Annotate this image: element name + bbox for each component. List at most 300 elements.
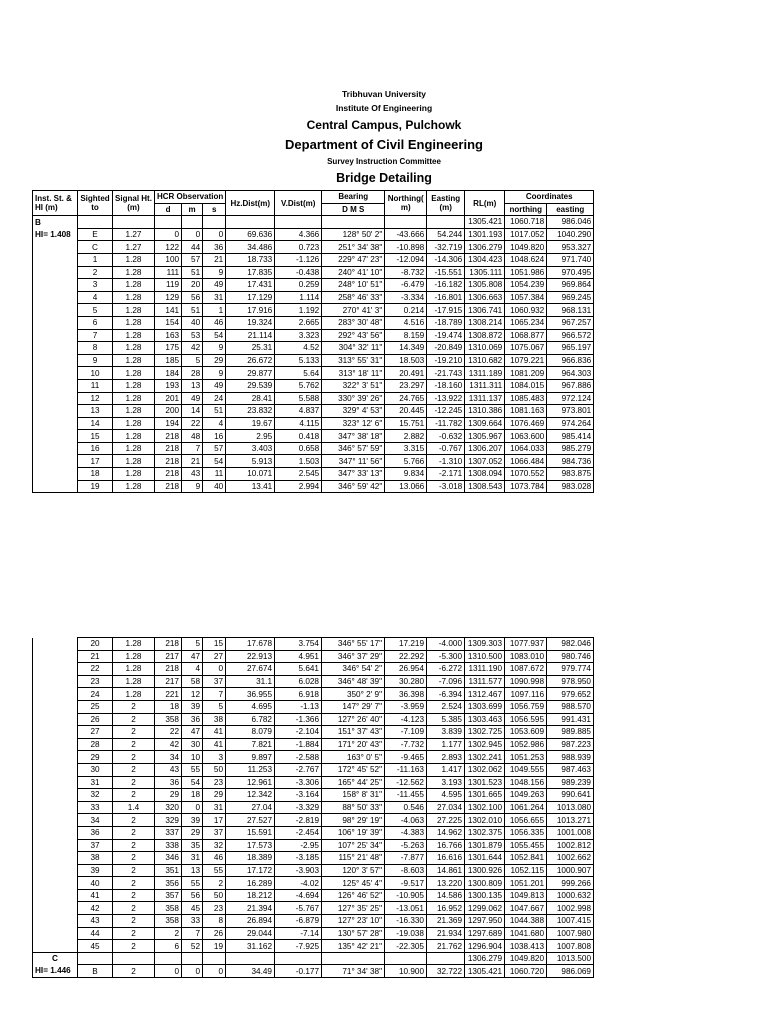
cell-coord-easting: 989.885 [547,726,594,739]
inst-station-cell [33,279,78,292]
cell-sighted: 32 [78,789,113,802]
cell-coord-northing: 1090.998 [505,675,547,688]
cell-sighted: 7 [78,329,113,342]
cell-hcr-m: 13 [182,379,203,392]
table-row [33,826,594,839]
cell-sighted: 39 [78,864,113,877]
cell-rl: 1310.069 [465,342,505,355]
cell-hcr-m: 7 [182,442,203,455]
cell-coord-northing: 1068.877 [505,329,547,342]
cell-sighted: 3 [78,279,113,292]
cell-coord-northing: 1064.033 [505,442,547,455]
cell-bearing: 107° 25' 34" [322,839,385,852]
cell-coord-easting: 984.736 [547,455,594,468]
cell-coord-easting: 953.327 [547,241,594,254]
cell-coord-easting: 985.279 [547,442,594,455]
cell-signal: 1.28 [113,405,155,418]
cell-bearing: 347° 38' 18" [322,430,385,443]
cell-v-dist: -2.104 [275,726,322,739]
table-row [33,789,594,802]
cell-hcr-m: 48 [182,430,203,443]
cell-coord-easting: 1000.907 [547,864,594,877]
inst-station-cell [33,700,78,713]
table-row [33,316,594,329]
cell-d-northing: 15.751 [385,417,427,430]
cell-v-dist: 5.133 [275,354,322,367]
cell-rl: 1305.421 [465,965,505,978]
cell-d-easting: 13.220 [427,877,465,890]
cell-sighted: B [78,965,113,978]
table-row [33,266,594,279]
cell-coord-easting: 978.950 [547,675,594,688]
cell-d-northing: -3.334 [385,291,427,304]
cell-rl: 1307.052 [465,455,505,468]
cell-hz-dist: 12.342 [226,789,275,802]
cell-sighted: 25 [78,700,113,713]
cell-coord-northing: 1052.115 [505,864,547,877]
inst-station-cell [33,927,78,940]
cell-hz-dist: 16.289 [226,877,275,890]
cell-signal: 2 [113,826,155,839]
cell-d-northing: -8.732 [385,266,427,279]
cell-sighted: 38 [78,852,113,865]
cell-sighted: 23 [78,675,113,688]
cell-rl: 1302.062 [465,763,505,776]
inst-station-cell [33,253,78,266]
cell-sighted: 28 [78,738,113,751]
cell-d-northing: -11.163 [385,763,427,776]
cell-sighted: 31 [78,776,113,789]
inst-station-cell [33,638,78,651]
inst-station-cell [33,316,78,329]
cell-hcr-m: 49 [182,392,203,405]
cell-sighted: 19 [78,480,113,493]
cell-coord-northing: 1079.221 [505,354,547,367]
cell-hz-dist: 4.695 [226,700,275,713]
cell-hz-dist: 17.431 [226,279,275,292]
cell-bearing: 126° 46' 52" [322,889,385,902]
cell-coord-easting: 1013.271 [547,814,594,827]
cell-sighted: 18 [78,468,113,481]
cell-hcr-d: 18 [155,700,182,713]
cell-hcr-s: 50 [203,763,226,776]
cell-hz-dist: 17.678 [226,638,275,651]
cell-bearing: 346° 57' 59" [322,442,385,455]
cell-hcr-d: 217 [155,675,182,688]
cell-d-northing: -43.666 [385,228,427,241]
cell-d-northing: 3.315 [385,442,427,455]
cell-hcr-s: 21 [203,253,226,266]
cell-hz-dist: 21.114 [226,329,275,342]
cell-hcr-s: 16 [203,430,226,443]
cell-hcr-m: 9 [182,480,203,493]
cell-rl: 1300.809 [465,877,505,890]
cell-sighted: 6 [78,316,113,329]
cell-sighted: 14 [78,417,113,430]
cell-rl: 1301.193 [465,228,505,241]
cell-d-easting: -0.632 [427,430,465,443]
inst-station-cell [33,241,78,254]
cell-coord-northing: 1077.937 [505,638,547,651]
cell-rl: 1308.094 [465,468,505,481]
cell-hcr-s: 38 [203,713,226,726]
cell-v-dist: -5.767 [275,902,322,915]
table-row [33,726,594,739]
cell-hcr-m: 52 [182,940,203,953]
cell-bearing: 270° 41' 3" [322,304,385,317]
cell-hcr-s: 19 [203,940,226,953]
cell-hcr-d: 0 [155,965,182,978]
cell-coord-northing: 1049.820 [505,241,547,254]
cell-d-northing: -12.562 [385,776,427,789]
col-signal: Signal Ht. (m) [113,191,155,216]
cell-hcr-m: 0 [182,228,203,241]
inst-station-cell [33,814,78,827]
cell-coord-northing: 1073.784 [505,480,547,493]
cell-coord-northing: 1051.201 [505,877,547,890]
cell-v-dist: 5.641 [275,663,322,676]
cell-d-easting: 27.034 [427,801,465,814]
cell-v-dist: 5.762 [275,379,322,392]
cell-hcr-s: 54 [203,455,226,468]
cell-d-northing: -16.330 [385,915,427,928]
cell-coord-easting: 1040.290 [547,228,594,241]
cell-hcr-m: 47 [182,650,203,663]
cell-d-northing: -13.051 [385,902,427,915]
cell-hcr-m: 21 [182,455,203,468]
cell-coord-easting: 967.886 [547,379,594,392]
cell-hz-dist: 18.389 [226,852,275,865]
cell-hcr-d: 337 [155,826,182,839]
cell-signal: 1.28 [113,638,155,651]
cell-bearing: 115° 21' 48" [322,852,385,865]
cell-hz-dist: 3.403 [226,442,275,455]
cell-signal: 2 [113,915,155,928]
cell-d-easting: 14.861 [427,864,465,877]
cell-hcr-s: 50 [203,889,226,902]
cell-signal: 1.28 [113,430,155,443]
cell-hcr-m: 47 [182,726,203,739]
cell-coord-northing: 1017.052 [505,228,547,241]
cell-hcr-m: 53 [182,329,203,342]
cell-v-dist: 4.837 [275,405,322,418]
cell-coord-northing: 1063.600 [505,430,547,443]
cell-signal: 2 [113,927,155,940]
cell-hz-dist: 29.539 [226,379,275,392]
cell-signal: 2 [113,776,155,789]
cell-hcr-d: 193 [155,379,182,392]
table-row [33,663,594,676]
cell-hz-dist: 7.821 [226,738,275,751]
cell-hcr-d: 218 [155,638,182,651]
cell-hcr-d: 184 [155,367,182,380]
cell-sighted: 42 [78,902,113,915]
cell-bearing: 346° 55' 17" [322,638,385,651]
cell-rl: 1301.665 [465,789,505,802]
cell-sighted: 22 [78,663,113,676]
cell-signal: 1.28 [113,650,155,663]
cell-signal: 1.28 [113,279,155,292]
cell-coord-easting: 987.223 [547,738,594,751]
cell-sighted: 12 [78,392,113,405]
cell-v-dist: 2.994 [275,480,322,493]
cell-hcr-s: 8 [203,915,226,928]
cell-d-easting: -14.306 [427,253,465,266]
cell-bearing: 347° 33' 13" [322,468,385,481]
cell-signal: 2 [113,839,155,852]
cell-d-northing: 20.491 [385,367,427,380]
cell-d-northing: -6.479 [385,279,427,292]
cell-coord-easting: 988.939 [547,751,594,764]
table-row [33,839,594,852]
cell-coord-easting: 982.046 [547,638,594,651]
cell-hcr-d: 338 [155,839,182,852]
cell-rl: 1302.100 [465,801,505,814]
inst-station-cell [33,751,78,764]
cell-hcr-d: 200 [155,405,182,418]
cell-hz-dist: 17.573 [226,839,275,852]
cell-hcr-s: 27 [203,650,226,663]
cell-rl: 1309.664 [465,417,505,430]
cell-bearing: 347° 11' 56" [322,455,385,468]
cell-d-northing: -7.732 [385,738,427,751]
cell-v-dist: 2.665 [275,316,322,329]
cell-bearing: 258° 46' 33" [322,291,385,304]
cell-coord-northing: 1060.720 [505,965,547,978]
cell-bearing: 323° 12' 6" [322,417,385,430]
table-row [33,738,594,751]
cell-d-northing: 4.516 [385,316,427,329]
cell-coord-easting: 973.801 [547,405,594,418]
cell-hz-dist: 22.913 [226,650,275,663]
cell-d-easting: 54.244 [427,228,465,241]
cell-bearing: 135° 42' 21" [322,940,385,953]
cell-bearing: 120° 3' 57" [322,864,385,877]
cell-v-dist: 0.658 [275,442,322,455]
cell-d-easting: -11.782 [427,417,465,430]
cell-bearing: 346° 48' 39" [322,675,385,688]
cell-v-dist: -3.185 [275,852,322,865]
cell-coord-northing: 1041.680 [505,927,547,940]
station-c-name: C [33,952,78,965]
cell-v-dist: 4.951 [275,650,322,663]
table-row [33,713,594,726]
cell-coord-easting: 1002.812 [547,839,594,852]
inst-station-cell [33,776,78,789]
inst-station-cell [33,826,78,839]
cell-rl: 1311.190 [465,663,505,676]
cell-hz-dist: 18.212 [226,889,275,902]
cell-rl: 1302.375 [465,826,505,839]
cell-coord-easting: 1002.998 [547,902,594,915]
table-row [33,751,594,764]
cell-hcr-s: 49 [203,379,226,392]
cell-coord-northing: 1056.759 [505,700,547,713]
cell-d-easting: -7.096 [427,675,465,688]
cell-d-northing: 24.765 [385,392,427,405]
cell-v-dist: -1.13 [275,700,322,713]
cell-hcr-d: 122 [155,241,182,254]
cell-hcr-m: 42 [182,342,203,355]
inst-station-cell [33,468,78,481]
cell-hcr-m: 43 [182,468,203,481]
cell-d-easting: -0.767 [427,442,465,455]
cell-v-dist: -2.819 [275,814,322,827]
cell-d-northing: 13.066 [385,480,427,493]
cell-bearing: 163° 0' 5" [322,751,385,764]
cell-coord-easting: 966.836 [547,354,594,367]
cell-v-dist: 5.588 [275,392,322,405]
cell-hcr-d: 218 [155,430,182,443]
cell-bearing: 71° 34' 38" [322,965,385,978]
inst-station-cell [33,367,78,380]
cell-bearing: 151° 37' 43" [322,726,385,739]
cell-hcr-m: 5 [182,354,203,367]
cell-bearing: 240° 41' 10" [322,266,385,279]
cell-d-northing: 23.297 [385,379,427,392]
cell-hcr-m: 18 [182,789,203,802]
table-row [33,650,594,663]
cell-hcr-s: 23 [203,776,226,789]
cell-v-dist: 6.918 [275,688,322,701]
cell-sighted: 44 [78,927,113,940]
cell-d-northing: -10.898 [385,241,427,254]
table-row [33,379,594,392]
cell-sighted: 1 [78,253,113,266]
cell-hcr-s: 0 [203,663,226,676]
cell-coord-easting: 971.740 [547,253,594,266]
cell-coord-northing: 1048.156 [505,776,547,789]
table-row [33,455,594,468]
cell-hz-dist: 34.486 [226,241,275,254]
cell-bearing: 313° 18' 11" [322,367,385,380]
cell-signal: 2 [113,814,155,827]
cell-coord-easting: 979.652 [547,688,594,701]
cell-rl: 1297.689 [465,927,505,940]
cell-rl: 1302.010 [465,814,505,827]
cell-d-northing: -8.603 [385,864,427,877]
inst-station-cell [33,266,78,279]
cell-v-dist: -2.767 [275,763,322,776]
cell-v-dist: -3.164 [275,789,322,802]
inst-station-cell [33,405,78,418]
cell-coord-northing: 1054.239 [505,279,547,292]
cell-d-easting: 1.177 [427,738,465,751]
cell-hz-dist: 25.31 [226,342,275,355]
table-row [33,417,594,430]
cell-rl: 1305.808 [465,279,505,292]
cell-d-easting: -4.000 [427,638,465,651]
cell-rl: 1301.879 [465,839,505,852]
cell-d-easting: -18.789 [427,316,465,329]
cell-sighted: 40 [78,877,113,890]
institute-name: Institute Of Engineering [335,103,433,113]
cell-signal: 1.28 [113,304,155,317]
cell-hcr-s: 17 [203,814,226,827]
cell-coord-easting: 1007.808 [547,940,594,953]
cell-coord-northing: 1081.209 [505,367,547,380]
cell-coord-easting: 988.570 [547,700,594,713]
cell-hcr-s: 41 [203,726,226,739]
table-row [33,927,594,940]
cell-hz-dist: 6.782 [226,713,275,726]
cell-coord-easting: 991.431 [547,713,594,726]
cell-d-easting: -3.018 [427,480,465,493]
cell-hcr-s: 1 [203,304,226,317]
cell-hcr-d: 346 [155,852,182,865]
cell-d-northing: -3.959 [385,700,427,713]
cell-coord-northing: 1049.555 [505,763,547,776]
cell-signal: 1.28 [113,663,155,676]
cell-hcr-s: 29 [203,789,226,802]
cell-hz-dist: 21.394 [226,902,275,915]
cell-d-northing: 10.900 [385,965,427,978]
cell-hcr-s: 54 [203,329,226,342]
cell-hcr-s: 29 [203,354,226,367]
table-row [33,814,594,827]
cell-coord-easting: 1007.415 [547,915,594,928]
cell-sighted: 33 [78,801,113,814]
cell-hz-dist: 2.95 [226,430,275,443]
cell-coord-easting: 987.463 [547,763,594,776]
cell-signal: 2 [113,902,155,915]
cell-hz-dist: 29.877 [226,367,275,380]
cell-hz-dist: 19.67 [226,417,275,430]
cell-hz-dist: 36.955 [226,688,275,701]
cell-v-dist: -2.454 [275,826,322,839]
inst-station-cell [33,354,78,367]
cell-v-dist: -1.884 [275,738,322,751]
cell-hcr-s: 46 [203,316,226,329]
cell-rl: 1303.699 [465,700,505,713]
cell-signal: 1.28 [113,342,155,355]
station-c-northing: 1049.820 [505,952,547,965]
cell-hcr-s: 32 [203,839,226,852]
cell-d-northing: -9.465 [385,751,427,764]
cell-sighted: 21 [78,650,113,663]
cell-rl: 1308.214 [465,316,505,329]
cell-v-dist: -7.14 [275,927,322,940]
cell-hz-dist: 31.1 [226,675,275,688]
cell-sighted: 30 [78,763,113,776]
cell-v-dist: 5.64 [275,367,322,380]
cell-sighted: 15 [78,430,113,443]
cell-signal: 2 [113,965,155,978]
cell-hcr-m: 56 [182,291,203,304]
cell-coord-easting: 983.875 [547,468,594,481]
cell-rl: 1311.577 [465,675,505,688]
cell-d-easting: 16.952 [427,902,465,915]
cell-sighted: 27 [78,726,113,739]
cell-hcr-s: 23 [203,902,226,915]
cell-hz-dist: 27.527 [226,814,275,827]
cell-rl: 1310.500 [465,650,505,663]
inst-station-cell [33,902,78,915]
cell-d-easting: 16.616 [427,852,465,865]
table-row [33,405,594,418]
cell-coord-northing: 1075.067 [505,342,547,355]
cell-d-easting: 14.962 [427,826,465,839]
cell-bearing: 172° 45' 52" [322,763,385,776]
table-row [33,675,594,688]
cell-d-easting: -16.801 [427,291,465,304]
cell-signal: 1.28 [113,392,155,405]
cell-rl: 1302.241 [465,751,505,764]
cell-signal: 2 [113,713,155,726]
cell-coord-northing: 1066.484 [505,455,547,468]
inst-station-cell [33,763,78,776]
cell-hcr-d: 201 [155,392,182,405]
